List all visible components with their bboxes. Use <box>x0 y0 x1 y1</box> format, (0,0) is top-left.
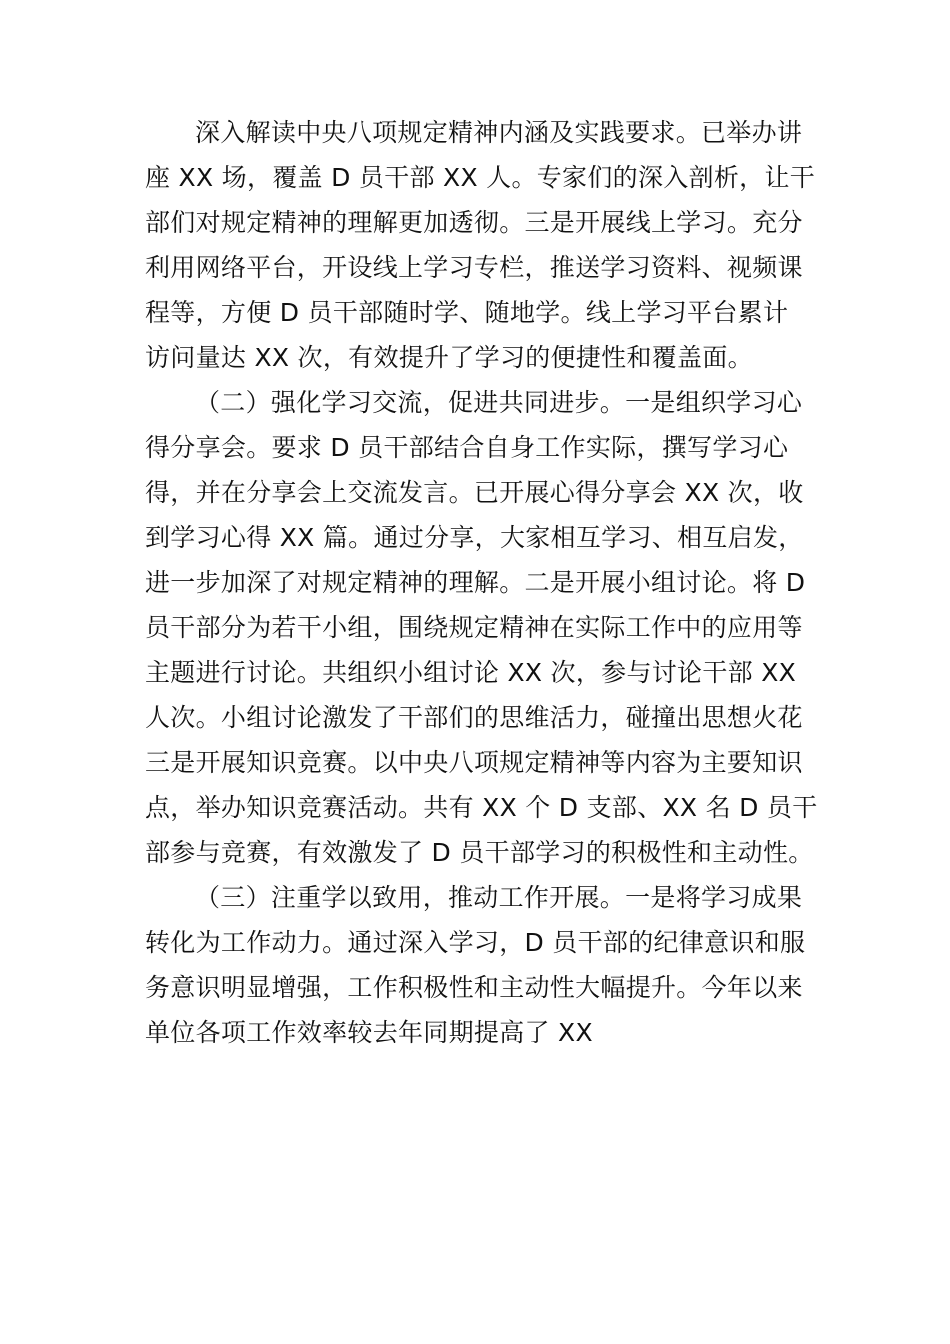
text-line: 主题进行讨论。共组织小组讨论 XX 次，参与讨论干部 XX <box>145 658 797 687</box>
text-line: 部们对规定精神的理解更加透彻。三是开展线上学习。充分 <box>145 208 803 237</box>
text-line: 三是开展知识竞赛。以中央八项规定精神等内容为主要知识 <box>145 748 803 777</box>
text-line: 深入解读中央八项规定精神内涵及实践要求。已举办讲 <box>195 118 803 147</box>
text-line: 到学习心得 XX 篇。通过分享，大家相互学习、相互启发， <box>145 523 804 552</box>
text-line: 转化为工作动力。通过深入学习，D 员干部的纪律意识和服 <box>145 928 806 957</box>
text-line: 单位各项工作效率较去年同期提高了 XX <box>145 1018 593 1047</box>
section-heading-line: （二）强化学习交流，促进共同进步。一是组织学习心 <box>195 388 803 417</box>
text-line: 程等，方便 D 员干部随时学、随地学。线上学习平台累计 <box>145 298 789 327</box>
section-heading-line: （三）注重学以致用，推动工作开展。一是将学习成果 <box>195 883 803 912</box>
text-line: 务意识明显增强，工作积极性和主动性大幅提升。今年以来 <box>145 973 803 1002</box>
text-line: 员干部分为若干小组，围绕规定精神在实际工作中的应用等 <box>145 613 803 642</box>
text-line: 进一步加深了对规定精神的理解。二是开展小组讨论。将 D <box>145 568 806 597</box>
text-line: 点，举办知识竞赛活动。共有 XX 个 D 支部、XX 名 D 员干 <box>145 793 818 822</box>
body-text <box>145 110 818 1055</box>
text-line: 部参与竞赛，有效激发了 D 员干部学习的积极性和主动性。 <box>145 838 814 867</box>
text-line: 访问量达 XX 次，有效提升了学习的便捷性和覆盖面。 <box>145 343 753 372</box>
text-line: 得，并在分享会上交流发言。已开展心得分享会 XX 次，收 <box>145 478 804 507</box>
text-line: 人次。小组讨论激发了干部们的思维活力，碰撞出思想火花 <box>145 703 803 732</box>
text-line: 利用网络平台，开设线上学习专栏，推送学习资料、视频课 <box>145 253 803 282</box>
text-line: 得分享会。要求 D 员干部结合自身工作实际，撰写学习心 <box>145 433 789 462</box>
text-line: 座 XX 场，覆盖 D 员干部 XX 人。专家们的深入剖析，让干 <box>145 163 816 192</box>
